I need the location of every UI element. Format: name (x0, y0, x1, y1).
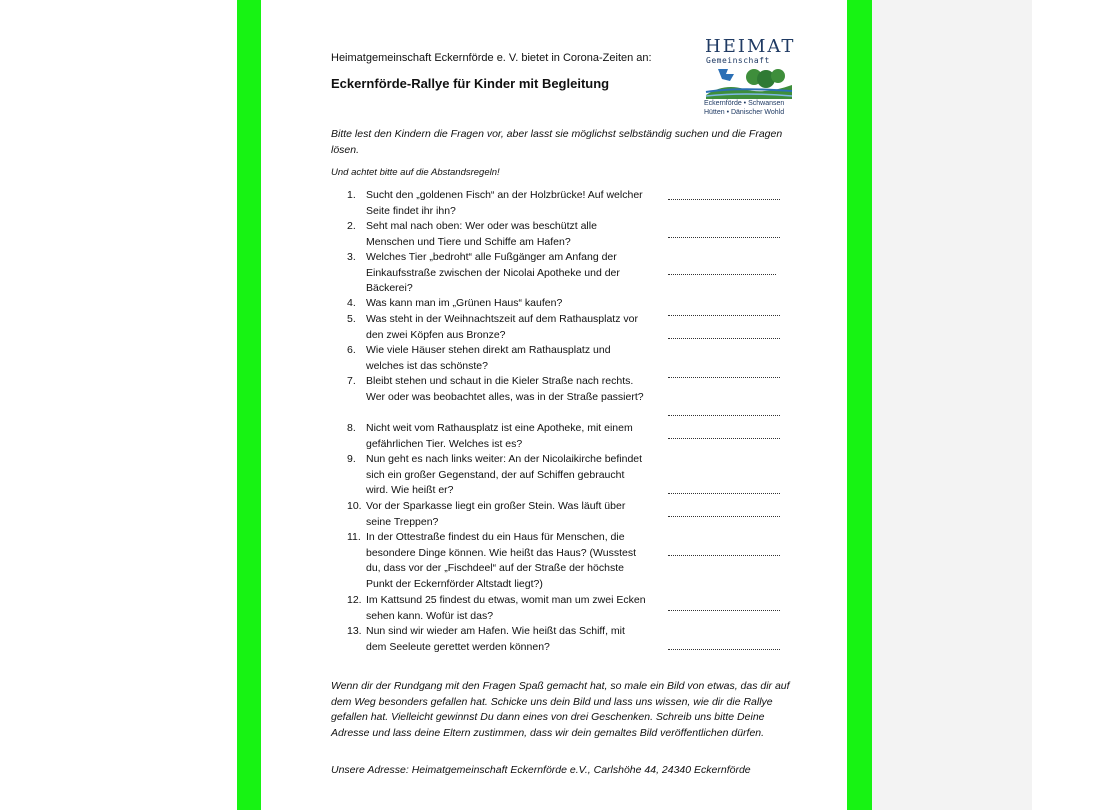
answer-line[interactable] (668, 274, 776, 275)
instruction-text: Bitte lest den Kindern die Fragen vor, aber lasst sie möglichst selbständig suchen und die Fragen lösen. (331, 128, 783, 156)
question-text: Bleibt stehen und schaut in die Kieler Straße nach rechts. Wer oder was beobachtet alles, was in der Straße passiert? (366, 375, 644, 403)
logo-gemeinschaft-text: Gemeinschaft (706, 56, 770, 65)
question-text: Seht mal nach oben: Wer oder was beschützt alle Menschen und Tiere und Schiffe am Hafen? (366, 220, 597, 248)
address-text: Unsere Adresse: Heimatgemeinschaft Eckernförde e.V., Carlshöhe 44, 24340 Eckernförde (331, 764, 751, 776)
answer-line[interactable] (668, 199, 780, 200)
logo-region-line2: Hütten • Dänischer Wohld (704, 109, 785, 116)
question-number: 9. (347, 453, 356, 465)
logo-heimat-text: HEIMAT (705, 36, 796, 57)
question-number: 11. (347, 531, 361, 543)
question-text: Wie viele Häuser stehen direkt am Rathausplatz und welches ist das schönste? (366, 344, 611, 372)
answer-line[interactable] (668, 415, 780, 416)
question-text: Sucht den „goldenen Fisch“ an der Holzbrücke! Auf welcher Seite findet ihr ihn? (366, 189, 643, 217)
answer-line[interactable] (668, 649, 780, 650)
logo-landscape-icon (704, 65, 794, 99)
answer-line[interactable] (668, 555, 780, 556)
closing-text: Wenn dir der Rundgang mit den Fragen Spaß gemacht hat, so male ein Bild von etwas, das dir auf dem Weg besonders gefallen hat. Schicke uns dein Bild und lass uns wissen, wie dir die Rallye gefallen hat. Vielleicht gewinnst Du dann eines von drei Geschenken. Schreib uns bitte Deine Adresse und lass deine Eltern zustimmen, dass wir dein gemaltes Bild veröffentlichen dürfen. (331, 680, 790, 739)
question-text: Welches Tier „bedroht“ alle Fußgänger am Anfang der Einkaufsstraße zwischen der Nicolai Apotheke und der Bäckerei? (366, 251, 620, 295)
question-number: 4. (347, 297, 356, 309)
question-text: Nicht weit vom Rathausplatz ist eine Apotheke, mit einem gefährlichen Tier. Welches ist es? (366, 422, 633, 450)
right-green-border (847, 0, 872, 810)
answer-line[interactable] (668, 377, 780, 378)
answer-line[interactable] (668, 493, 780, 494)
question-number: 12. (347, 594, 362, 606)
distance-note: Und achtet bitte auf die Abstandsregeln! (331, 167, 500, 178)
question-text: Vor der Sparkasse liegt ein großer Stein. Was läuft über seine Treppen? (366, 500, 626, 528)
question-number: 8. (347, 422, 356, 434)
question-number: 1. (347, 189, 356, 201)
question-number: 2. (347, 220, 356, 232)
question-number: 7. (347, 375, 356, 387)
question-text: Was kann man im „Grünen Haus“ kaufen? (366, 297, 563, 309)
right-background (872, 0, 1032, 810)
answer-line[interactable] (668, 516, 780, 517)
question-number: 3. (347, 251, 356, 263)
question-number: 13. (347, 625, 362, 637)
question-text: Nun geht es nach links weiter: An der Nicolaikirche befindet sich ein großer Gegenstand, der auf Schiffen gebraucht wird. Wie heißt er? (366, 453, 643, 497)
question-text: Im Kattsund 25 findest du etwas, womit man um zwei Ecken sehen kann. Wofür ist das? (366, 594, 646, 622)
answer-line[interactable] (668, 438, 780, 439)
left-green-border (237, 0, 261, 810)
page-title: Eckernförde-Rallye für Kinder mit Begleitung (331, 76, 610, 91)
question-text: In der Ottestraße findest du ein Haus für Menschen, die besondere Dinge können. Wie heißt das Haus? (Wusstest du, dass vor der „Fischdeel“ auf der Straße der höchste Punkt der Eckernförder Altstadt liegt?) (366, 531, 637, 590)
intro-text: Heimatgemeinschaft Eckernförde e. V. bietet in Corona-Zeiten an: (331, 52, 652, 64)
logo-region-line1: Eckernförde • Schwansen (704, 100, 785, 107)
heimat-logo (702, 36, 796, 120)
question-number: 6. (347, 344, 356, 356)
question-number: 5. (347, 313, 356, 325)
question-text: Nun sind wir wieder am Hafen. Wie heißt das Schiff, mit dem Seeleute gerettet werden können? (366, 625, 625, 653)
question-text: Was steht in der Weihnachtszeit auf dem Rathausplatz vor den zwei Köpfen aus Bronze? (366, 313, 638, 341)
answer-line[interactable] (668, 237, 780, 238)
answer-line[interactable] (668, 315, 780, 316)
question-number: 10. (347, 500, 362, 512)
answer-line[interactable] (668, 338, 780, 339)
answer-line[interactable] (668, 610, 780, 611)
